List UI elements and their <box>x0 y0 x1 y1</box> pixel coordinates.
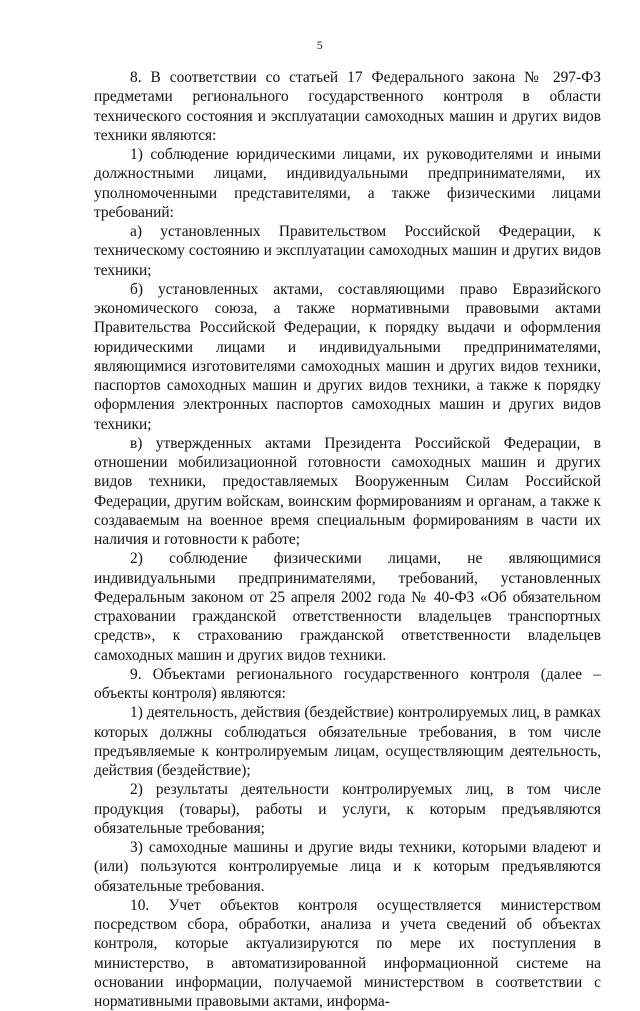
paragraph-9-item-1: 1) деятельность, действия (бездействие) контролируемых лиц, в рамках которых должны соблюдаться обязательные требования, в том числе предъявляемые к контролируемым лицам, осуществляющим деятельность, действия (бездействие); <box>94 704 601 779</box>
paragraph-8: 8. В соответствии со статьей 17 Федерального закона № 297-ФЗ предметами регионального государственного контроля в области технического состояния и эксплуатации самоходных машин и других видов техники являются: <box>94 69 601 144</box>
paragraph-10: 10. Учет объектов контроля осуществляется министерством посредством сбора, обработки, анализа и учета сведений об объектах контроля, которые актуализируются по мере их поступления в министерство, в автоматизированной информационной системе на основании информации, получаемой министерством в соответствии с нормативными правовыми актами, информа- <box>94 896 601 1010</box>
paragraph-8-item-1b: б) установленных актами, составляющими право Евразийского экономического союза, а также нормативными правовыми актами Правительства Российской Федерации, к порядку выдачи и оформления юридическими лицами и индивидуальными предпринимателями, являющимися изготовителями самоходных машин и других видов техники, паспортов самоходных машин и других видов техники, а также к порядку оформления электронных паспортов самоходных машин и других видов техники; <box>94 280 601 433</box>
page-number: 5 <box>316 38 324 52</box>
paragraph-9-item-3: 3) самоходные машины и другие виды техники, которыми владеют и (или) пользуются контролируемые лица и к которым предъявляются обязательные требования. <box>94 839 601 895</box>
paragraph-9-item-2: 2) результаты деятельности контролируемых лиц, в том числе продукция (товары), работы и услуги, к которым предъявляются обязательные требования; <box>94 781 601 837</box>
paragraph-8-item-1: 1) соблюдение юридическими лицами, их руководителями и иными должностными лицами, индивидуальными предпринимателями, их уполномоченными представителями, а также физическими лицами требований: <box>94 146 601 221</box>
document-body <box>94 68 601 1011</box>
paragraph-8-item-1a: а) установленных Правительством Российской Федерации, к техническому состоянию и эксплуатации самоходных машин и других видов техники; <box>94 223 601 279</box>
paragraph-8-item-1v: в) утвержденных актами Президента Российской Федерации, в отношении мобилизационной готовности самоходных машин и других видов техники, предоставляемых Вооруженным Силам Российской Федерации, другим войскам, воинским формированиям и органам, а также к создаваемым на военное время специальным формированиям в части их наличия и готовности к работе; <box>94 434 601 548</box>
paragraph-9: 9. Объектами регионального государственного контроля (далее – объекты контроля) являются: <box>94 665 601 702</box>
paragraph-8-item-2: 2) соблюдение физическими лицами, не являющимися индивидуальными предпринимателями, требований, установленных Федеральным законом от 25 апреля 2002 года № 40-ФЗ «Об обязательном страховании гражданской ответственности владельцев транспортных средств», к страхованию гражданской ответственности владельцев самоходных машин и других видов техники. <box>94 550 601 664</box>
